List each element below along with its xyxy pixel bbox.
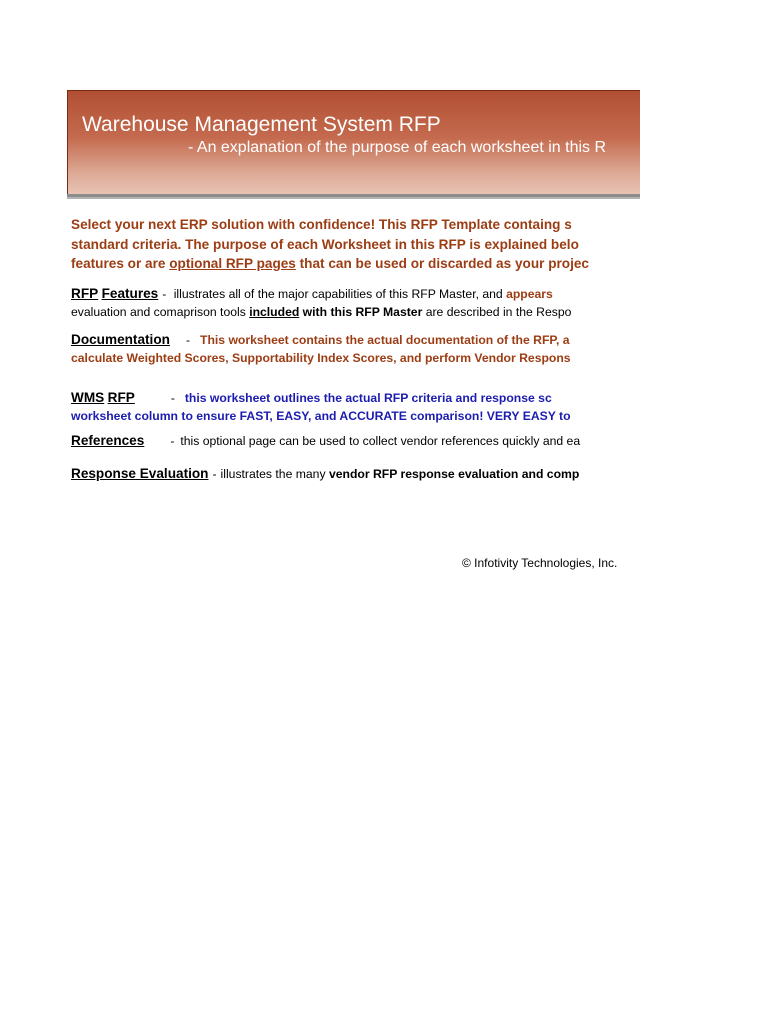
- documentation-description: This worksheet contains the actual documentation of the RFP, a: [200, 333, 570, 347]
- wms-rfp-line-1: [71, 389, 571, 407]
- references-line: [71, 432, 580, 450]
- response-evaluation-description: illustrates the many: [220, 467, 329, 481]
- term-documentation: Documentation: [71, 332, 170, 347]
- rfp-features-description: illustrates all of the major capabilities of this RFP Master, and: [173, 287, 507, 301]
- section-documentation: [71, 331, 571, 367]
- page-title: Warehouse Management System RFP: [82, 113, 441, 136]
- copyright-notice: © Infotivity Technologies, Inc.: [462, 556, 618, 570]
- response-evaluation-highlight: vendor RFP response evaluation and comp: [328, 467, 580, 481]
- rfp-features-highlight: appears: [506, 287, 553, 301]
- page-subtitle: - An explanation of the purpose of each worksheet in this R: [188, 139, 607, 156]
- intro-line-3: [71, 254, 589, 274]
- documentation-dash: -: [185, 333, 190, 347]
- term-wms: WMS: [71, 390, 105, 405]
- rfp-features-master: with this RFP Master: [299, 305, 423, 319]
- response-evaluation-dash: -: [212, 467, 217, 481]
- documentation-line-2: calculate Weighted Scores, Supportability Index Scores, and perform Vendor Respons: [71, 351, 571, 365]
- intro-line-3-start: features or are: [71, 256, 170, 271]
- rfp-features-line-2: [71, 303, 571, 321]
- title-banner: [67, 90, 640, 194]
- rfp-features-included: included: [249, 305, 300, 319]
- term-features: Features: [101, 286, 159, 301]
- wms-rfp-line-2: worksheet column to ensure FAST, EASY, and ACCURATE comparison! VERY EASY to: [71, 409, 571, 423]
- documentation-line-1: [71, 331, 571, 349]
- section-response-evaluation: [71, 465, 579, 483]
- rfp-features-line-2-start: evaluation and comaprison tools: [71, 305, 250, 319]
- section-rfp-features: [71, 285, 571, 321]
- term-references: References: [71, 433, 145, 448]
- intro-paragraph: [71, 215, 589, 274]
- response-evaluation-line: [71, 465, 579, 483]
- optional-rfp-pages-link: optional RFP pages: [169, 256, 296, 271]
- rfp-features-dash: -: [162, 287, 167, 301]
- term-rfp-2: RFP: [107, 390, 135, 405]
- rfp-features-line-2-end: are described in the Respo: [422, 305, 572, 319]
- section-wms-rfp: [71, 389, 571, 425]
- intro-line-2: standard criteria. The purpose of each Worksheet in this RFP is explained belo: [71, 236, 579, 252]
- references-description: this optional page can be used to collect vendor references quickly and ea: [180, 434, 581, 448]
- term-response-evaluation: Response Evaluation: [71, 466, 209, 481]
- intro-line-3-end: that can be used or discarded as your projec: [295, 256, 589, 271]
- references-dash: -: [170, 434, 175, 448]
- wms-rfp-dash: -: [170, 391, 175, 405]
- rfp-features-line-1: [71, 285, 571, 303]
- intro-line-1: Select your next ERP solution with confidence! This RFP Template containg s: [71, 217, 572, 232]
- wms-rfp-description: this worksheet outlines the actual RFP criteria and response sc: [184, 391, 552, 405]
- term-rfp: RFP: [71, 286, 99, 301]
- section-references: [71, 432, 580, 450]
